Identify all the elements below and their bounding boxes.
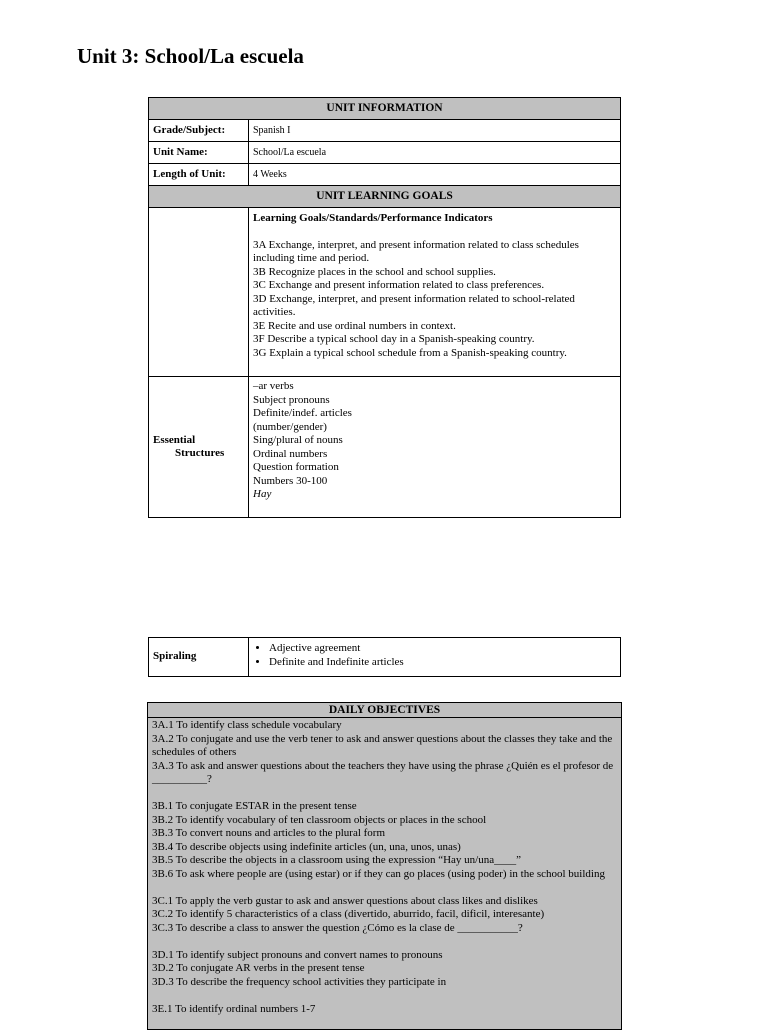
spiraling-item: • Definite and Indefinite articles [269, 656, 620, 670]
objective-item: 3B.5 To describe the objects in a classroom using the expression “Hay un/una____” [152, 854, 521, 866]
spiraling-list [249, 642, 620, 669]
objective-item: 3D.3 To describe the frequency school activities they participate in [152, 975, 447, 988]
daily-objectives-body [148, 718, 622, 1030]
structure-item: Numbers 30-100 [253, 474, 328, 487]
unit-name-label: Unit Name: [149, 142, 249, 164]
objective-spacer [152, 881, 617, 895]
goal-item: 3D Exchange, interpret, and present information related to school-related activities. [253, 292, 575, 318]
objective-item: 3B.2 To identify vocabulary of ten classroom objects or places in the school [152, 813, 487, 826]
structure-item: Subject pronouns [253, 393, 330, 406]
structure-item: –ar verbs [253, 380, 294, 392]
daily-objectives-header: DAILY OBJECTIVES [148, 703, 622, 718]
unit-information-table [148, 97, 621, 518]
unit-information-header: UNIT INFORMATION [149, 98, 621, 120]
length-of-unit-value: 4 Weeks [249, 164, 621, 186]
objective-item: 3D.1 To identify subject pronouns and convert names to pronouns [152, 948, 443, 961]
learning-goals-cell [249, 208, 621, 377]
goal-item: 3B Recognize places in the school and school supplies. [253, 265, 496, 278]
objective-item: 3D.2 To conjugate AR verbs in the present tense [152, 962, 365, 974]
page-title: Unit 3: School/La escuela [77, 44, 304, 68]
grade-subject-label: Grade/Subject: [149, 120, 249, 142]
objective-spacer [152, 787, 617, 801]
essential-label-line2: Structures [175, 447, 225, 459]
essential-label-line1: Essential [153, 433, 196, 446]
structure-item-hay: Hay [253, 488, 272, 500]
grade-subject-value: Spanish I [249, 120, 621, 142]
objective-item: 3C.1 To apply the verb gustar to ask and answer questions about class likes and dislikes [152, 894, 538, 907]
goals-empty-cell [149, 208, 249, 377]
spiraling-list-cell [249, 638, 621, 677]
objective-spacer [152, 935, 617, 949]
essential-structures-label [149, 377, 249, 518]
essential-structures-cell [249, 377, 621, 518]
objective-item: 3A.2 To conjugate and use the verb tener to ask and answer questions about the classes they take and the schedules of others [152, 732, 613, 758]
structure-item: Question formation [253, 461, 339, 473]
goal-item: 3E Recite and use ordinal numbers in context. [253, 319, 456, 332]
unit-learning-goals-header: UNIT LEARNING GOALS [149, 186, 621, 208]
objective-item: 3A.3 To ask and answer questions about the teachers they have using the phrase ¿Quién es el profesor de __________? [152, 759, 614, 785]
structure-item: Ordinal numbers [253, 447, 328, 460]
objective-item: 3C.2 To identify 5 characteristics of a class (divertido, aburrido, facil, dificil, interesante) [152, 908, 545, 920]
unit-name-value: School/La escuela [249, 142, 621, 164]
objective-item: 3B.3 To convert nouns and articles to the plural form [152, 827, 386, 839]
spiraling-item: • Adjective agreement [269, 642, 620, 656]
objective-item: 3B.1 To conjugate ESTAR in the present tense [152, 800, 357, 812]
objective-item: 3C.3 To describe a class to answer the question ¿Cómo es la clase de ___________? [152, 921, 523, 934]
daily-objectives-table [147, 702, 622, 1030]
objective-item: 3E.1 To identify ordinal numbers 1-7 [152, 1002, 316, 1015]
learning-goals-subheader: Learning Goals/Standards/Performance Indicators [253, 212, 493, 224]
goal-item: 3F Describe a typical school day in a Spanish-speaking country. [253, 333, 535, 345]
goal-item: 3G Explain a typical school schedule from a Spanish-speaking country. [253, 346, 567, 359]
goal-item: 3A Exchange, interpret, and present information related to class schedules including time and period. [253, 238, 579, 264]
spiraling-table [148, 637, 621, 677]
structure-item: (number/gender) [253, 420, 327, 433]
objective-item: 3A.1 To identify class schedule vocabulary [152, 719, 342, 731]
length-of-unit-label: Length of Unit: [149, 164, 249, 186]
objective-spacer [152, 989, 617, 1003]
structure-item: Definite/indef. articles [253, 407, 352, 419]
structure-item: Sing/plural of nouns [253, 434, 343, 446]
objective-item: 3B.4 To describe objects using indefinite articles (un, una, unos, unas) [152, 840, 461, 853]
spiraling-label: Spiraling [149, 638, 249, 677]
goal-item: 3C Exchange and present information related to class preferences. [253, 279, 545, 291]
objective-item: 3B.6 To ask where people are (using estar) or if they can go places (using poder) in the school building [152, 867, 605, 880]
